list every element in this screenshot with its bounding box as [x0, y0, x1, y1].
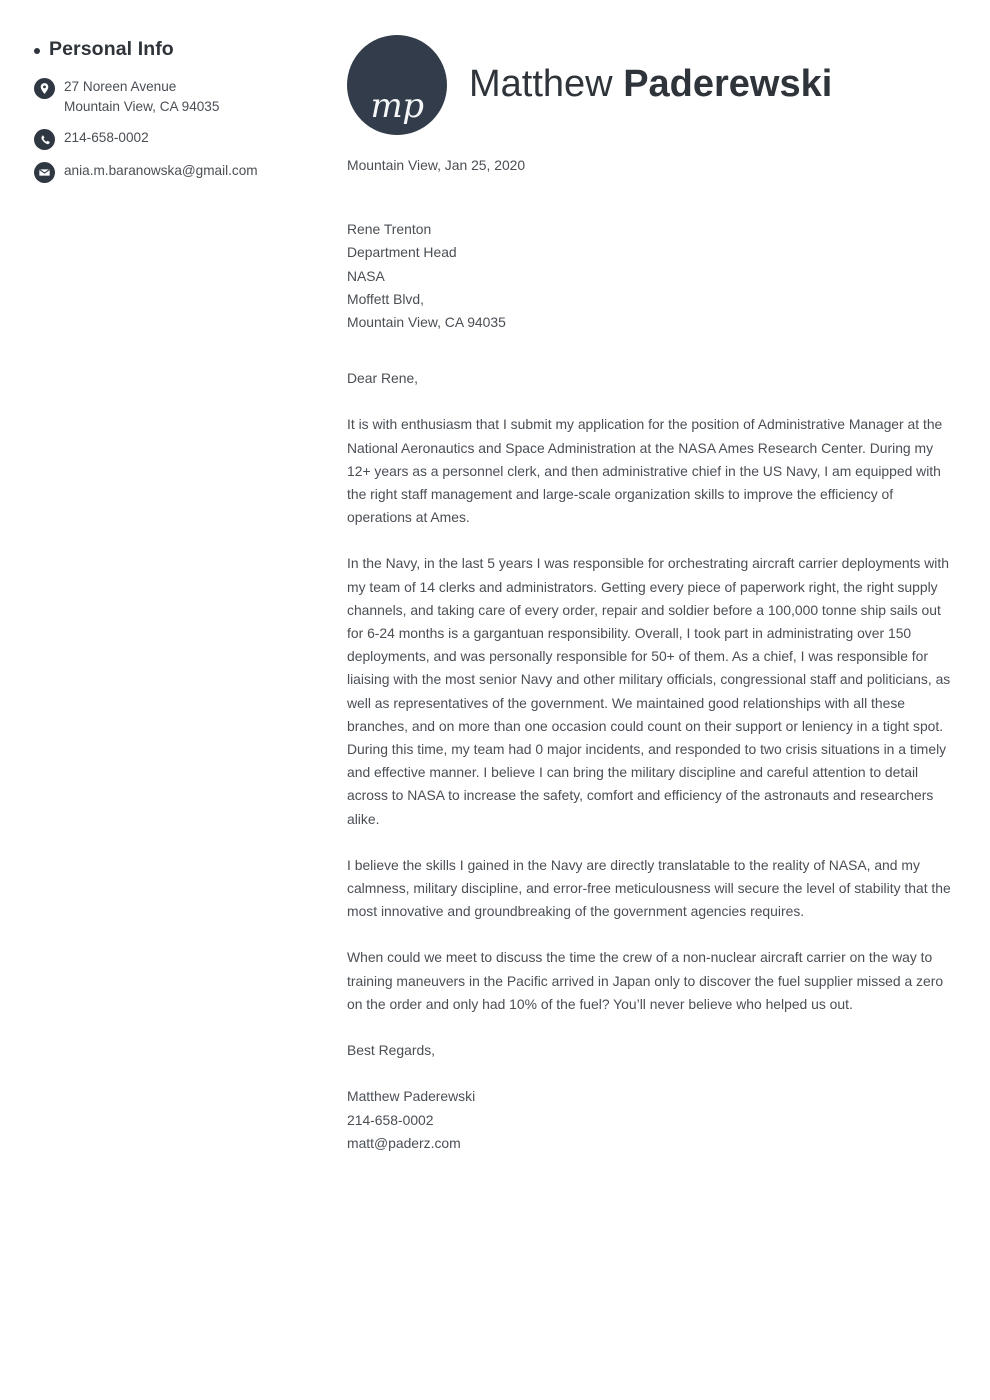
section-heading-label: Personal Info [49, 38, 174, 60]
recipient-address-block [347, 218, 957, 334]
signature-block [347, 1085, 957, 1155]
section-heading-personal-info [34, 38, 302, 61]
envelope-icon [34, 162, 55, 183]
contact-item-phone [34, 128, 302, 150]
contact-item-address [34, 77, 302, 117]
avatar-monogram: mp [370, 86, 424, 126]
body-paragraph-1: It is with enthusiasm that I submit my application for the position of Administrative Manager at the National Aeronautics and Space Administration at the NASA Ames Research Center. During my 12+ years as a personnel clerk, and then administrative chief in the US Navy, I am equipped with the right staff management and large-scale organization skills to improve the efficiency of operations at Ames. [347, 416, 943, 526]
signoff: Best Regards, [347, 1042, 436, 1059]
body-paragraph-3: I believe the skills I gained in the Navy are directly translatable to the reality of NASA, and my calmness, military discipline, and error-free meticulousness will secure the level of stability that the most innovative and groundbreaking of the government agencies requires. [347, 856, 951, 920]
letter-body [347, 136, 957, 1155]
avatar [347, 35, 447, 135]
last-name: Paderewski [623, 63, 833, 106]
recipient-city-state-zip: Mountain View, CA 94035 [347, 314, 506, 331]
contact-phone-text: 214-658-0002 [64, 130, 149, 146]
recipient-title: Department Head [347, 244, 457, 261]
address-line-2: Mountain View, CA 94035 [64, 99, 220, 115]
first-name: Matthew [469, 63, 613, 106]
body-paragraph-2: In the Navy, in the last 5 years I was responsible for orchestrating aircraft carrier deployments with my team of 14 clerks and administrators. Getting every piece of paperwork right, the right supply channels, and taking care of every order, repair and soldier before a 100,000 tonne ship sails out for 6-24 months is a gargantuan responsibility. Overall, I took part in administrating over 150 deployments, and was personally responsible for 50+ of them. As a chief, I was responsible for liaising with the most senior Navy and other military officials, congressional staff and politicians, as well as representatives of the government. We maintained good relationships with all these branches, and on more than one occasion could count on their support or leniency in a tight spot. During this time, my team had 0 major incidents, and responded to two crisis situations in a timely and effective manner. I believe I can bring the military discipline and careful attention to detail across to NASA to increase the safety, comfort and efficiency of the astronauts and researchers alike. [347, 555, 951, 827]
letter-column [347, 0, 957, 1155]
recipient-street: Moffett Blvd, [347, 290, 424, 307]
letter-header [347, 0, 957, 136]
bullet-icon [34, 48, 40, 54]
signature-email: matt@paderz.com [347, 1134, 461, 1151]
sidebar [0, 0, 330, 194]
signature-name: Matthew Paderewski [347, 1088, 476, 1105]
recipient-organization: NASA [347, 267, 385, 284]
page-title [469, 65, 832, 105]
address-line-1: 27 Noreen Avenue [64, 79, 177, 95]
phone-icon [34, 129, 55, 150]
signature-phone: 214-658-0002 [347, 1111, 434, 1128]
salutation: Dear Rene, [347, 370, 419, 387]
recipient-name: Rene Trenton [347, 221, 432, 238]
dateline: Mountain View, Jan 25, 2020 [347, 157, 526, 173]
contact-email-text: ania.m.baranowska@gmail.com [64, 163, 258, 179]
contact-list [34, 77, 302, 183]
body-paragraph-4: When could we meet to discuss the time the crew of a non-nuclear aircraft carrier on the way to training maneuvers in the Pacific arrived in Japan only to discover the fuel supplier missed a zero on the order and only had 10% of the fuel? You’ll never believe who helped us out. [347, 949, 944, 1012]
map-pin-icon [34, 78, 55, 99]
contact-item-email [34, 161, 302, 183]
contact-address-text [64, 77, 219, 117]
